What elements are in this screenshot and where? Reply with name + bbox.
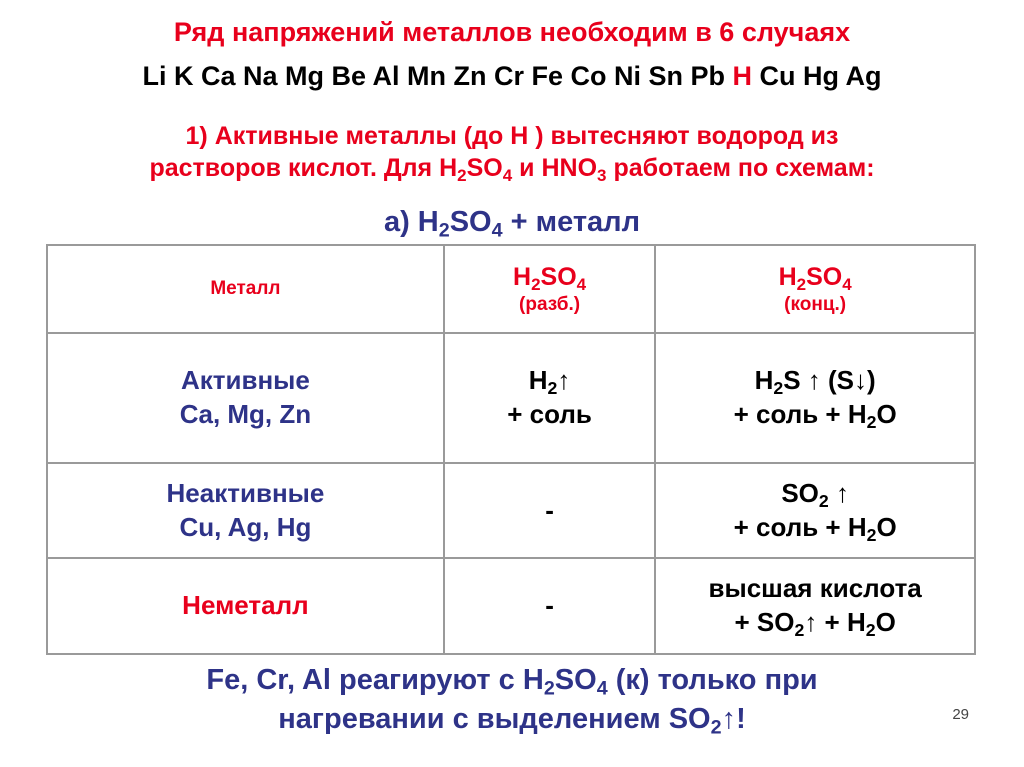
series-metals-before-h: Li K Ca Na Mg Be Al Mn Zn Cr Fe Co Ni Sn Pb [142, 61, 725, 91]
series-metals-after-h: Cu Hg Ag [759, 61, 882, 91]
note-text: SO [554, 664, 597, 696]
category-name: Неметалл [182, 590, 309, 621]
conc-product-line-1 [656, 364, 974, 398]
row-nonmetal-concentrated [655, 558, 975, 654]
subscript: 4 [576, 274, 587, 294]
formula-part: SO [540, 263, 577, 292]
subscript: 2 [438, 219, 450, 242]
subscript: 2 [547, 378, 558, 399]
row-inactive-dilute [444, 463, 655, 558]
table-header-row [47, 245, 975, 333]
row-active-dilute [444, 333, 655, 463]
reaction-table [46, 244, 976, 655]
formula-part: + соль + H [733, 399, 867, 429]
category-name: Неактивные [166, 477, 325, 508]
header-dilute-note: (разб.) [519, 293, 581, 315]
formula-part: ↑ + H [804, 607, 866, 637]
row-nonmetal-dilute [444, 558, 655, 654]
subscript: 2 [543, 677, 555, 700]
formula-part: ↑ [557, 365, 571, 396]
slide-title [0, 17, 1024, 48]
header-concentrated-formula [656, 262, 974, 293]
note-text: Fe, Cr, Al реагируют с H [206, 664, 544, 696]
subscript: 4 [491, 219, 503, 242]
header-concentrated-note: (конц.) [784, 293, 847, 315]
header-dilute-formula [445, 262, 654, 293]
row-active-category [47, 333, 444, 463]
subscript: 2 [710, 716, 722, 739]
header-dilute [444, 245, 655, 333]
slide-title-text: Ряд напряжений металлов необходим в 6 случаях [173, 17, 851, 47]
category-examples: Cu, Ag, Hg [179, 511, 312, 542]
scheme-text: SO [449, 206, 492, 238]
row-nonmetal-category [47, 558, 444, 654]
rule-line-1-text: 1) Активные металлы (до Н ) вытесняют водород из [185, 122, 839, 150]
conc-product-line-2 [656, 511, 974, 545]
scheme-heading [0, 206, 1024, 242]
table-row [47, 463, 975, 558]
conc-product-line-2 [656, 398, 974, 432]
subscript: 4 [502, 165, 513, 185]
subscript: 2 [457, 165, 467, 185]
formula-part: H [528, 365, 548, 396]
conc-product-line-2 [656, 606, 974, 640]
formula-part: + соль + H [733, 511, 867, 542]
dilute-no-reaction: - [545, 590, 554, 621]
subscript: 2 [794, 619, 805, 640]
row-inactive-category [47, 463, 444, 558]
rule-text: растворов кислот. Для H [149, 154, 458, 182]
subscript: 2 [866, 411, 877, 432]
activity-series [0, 61, 1024, 92]
note-text: нагревании с выделением SO [278, 703, 711, 735]
category-examples: Ca, Mg, Zn [179, 399, 312, 429]
header-metal [47, 245, 444, 333]
rule-text: SO [466, 154, 503, 182]
subscript: 2 [865, 619, 876, 640]
row-inactive-concentrated [655, 463, 975, 558]
conc-product-line-1 [656, 477, 974, 511]
formula-part: H [754, 365, 774, 396]
conc-product-line-1: высшая кислота [708, 573, 922, 604]
table-row [47, 333, 975, 463]
scheme-text: + металл [502, 206, 641, 238]
series-hydrogen: H [732, 61, 753, 91]
note-text: (к) только при [607, 664, 818, 696]
formula-part: ↑ [828, 477, 849, 508]
dilute-no-reaction: - [545, 494, 554, 525]
note-line-1 [0, 664, 1024, 700]
dilute-product-line-1 [445, 364, 654, 398]
rule-line-2 [0, 154, 1024, 183]
formula-part: O [876, 399, 897, 429]
scheme-text: а) H [383, 206, 439, 238]
note-text: ↑! [721, 703, 746, 735]
rule-text: и HNO [512, 154, 598, 182]
note-line-2 [0, 703, 1024, 739]
subscript: 2 [796, 274, 807, 294]
table-row [47, 558, 975, 654]
rule-text: работаем по схемам: [606, 154, 875, 182]
page-number: 29 [952, 706, 969, 723]
rule-line-1 [0, 122, 1024, 151]
formula-part: S ↑ (S↓) [783, 365, 876, 396]
subscript: 2 [773, 378, 784, 399]
subscript: 4 [842, 274, 852, 294]
header-metal-label: Металл [210, 278, 281, 299]
subscript: 3 [597, 165, 607, 185]
formula-part: SO [806, 263, 843, 292]
category-name: Активные [180, 365, 310, 396]
dilute-product-line-2: + соль [507, 399, 592, 429]
subscript: 2 [531, 274, 541, 294]
formula-part: O [875, 607, 896, 637]
subscript: 4 [596, 677, 608, 700]
formula-part: O [876, 511, 897, 542]
formula-part: SO [781, 477, 819, 508]
formula-part: H [513, 263, 532, 292]
subscript: 2 [866, 524, 877, 545]
row-active-concentrated [655, 333, 975, 463]
formula-part: H [778, 263, 797, 292]
subscript: 2 [818, 490, 829, 511]
formula-part: + SO [734, 607, 795, 637]
header-concentrated [655, 245, 975, 333]
